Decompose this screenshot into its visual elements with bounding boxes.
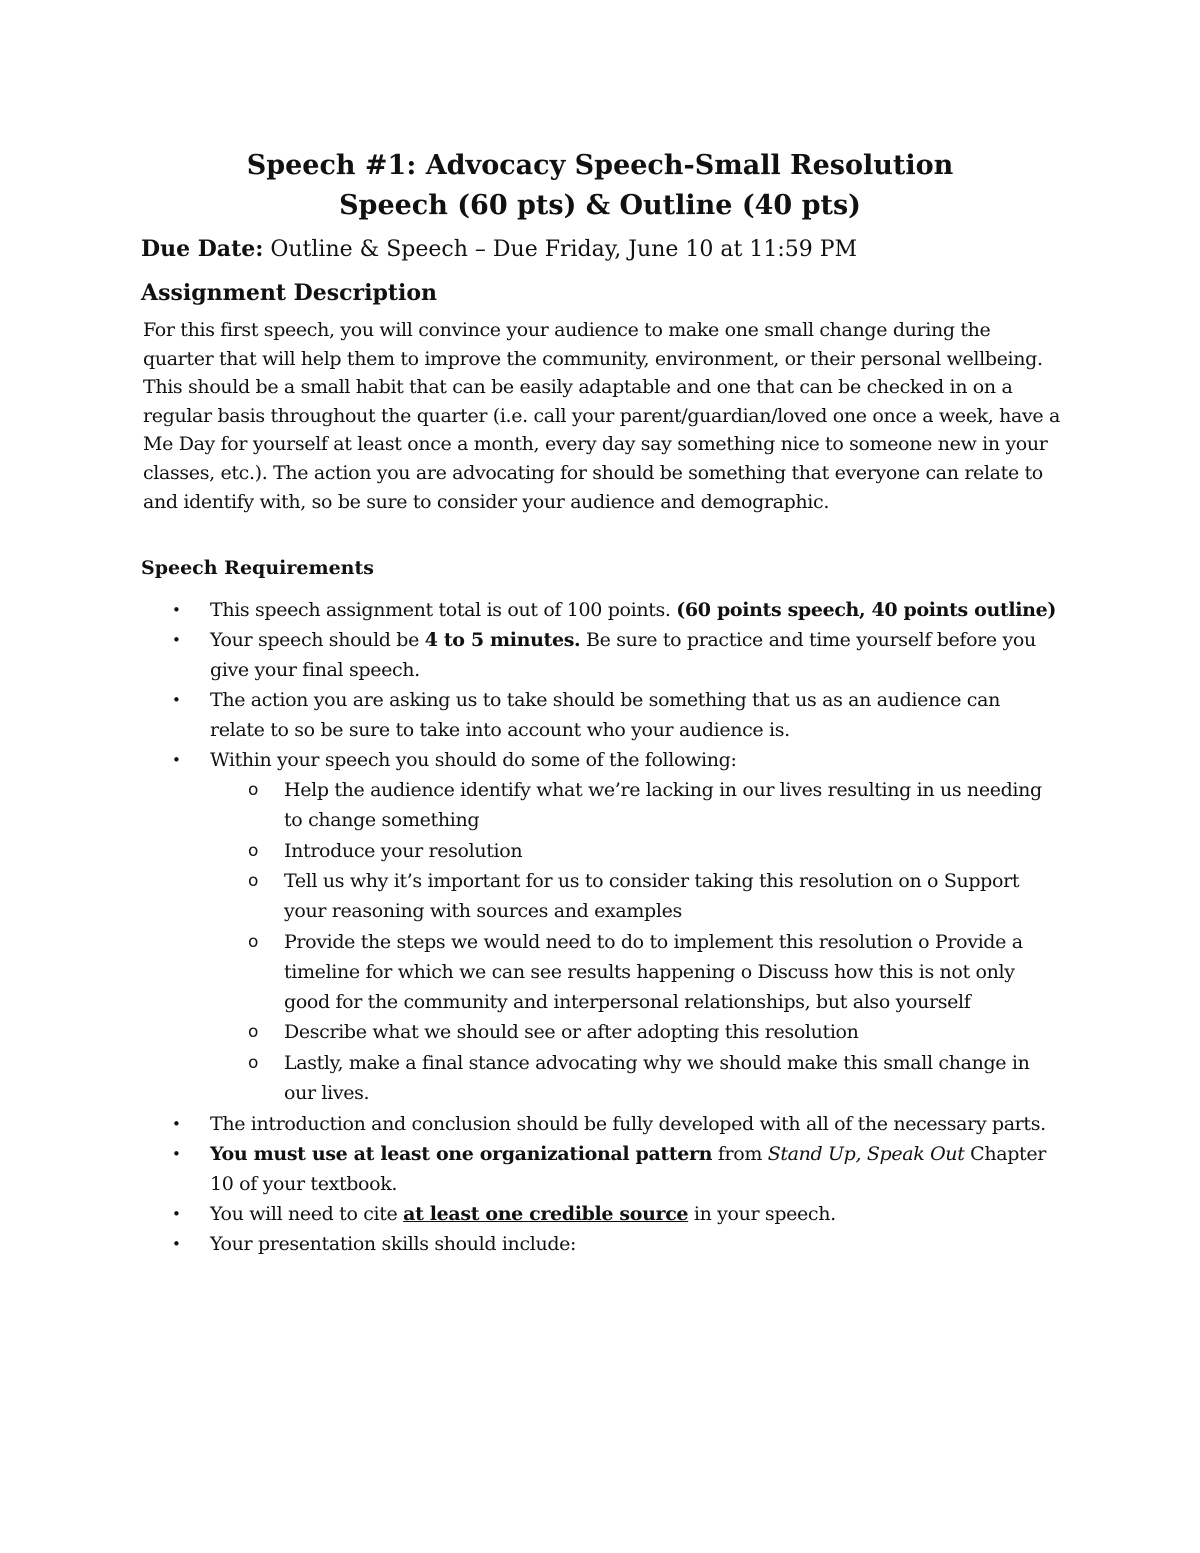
requirement-item bbox=[0, 1140, 1060, 1199]
requirement-item bbox=[0, 1200, 1060, 1230]
requirement-text: Chapter 10 of your textbook. bbox=[210, 1143, 1046, 1195]
sub-requirement-text: Describe what we should see or after adopting this resolution bbox=[284, 1021, 859, 1044]
speech-requirements-heading: Speech Requirements bbox=[141, 557, 374, 579]
sub-requirement-text: Tell us why it’s important for us to consider taking this resolution on o Support your reasoning with sources and examples bbox=[284, 870, 1020, 923]
page-subtitle: Speech (60 pts) & Outline (40 pts) bbox=[339, 190, 861, 221]
circle-bullet-icon: o bbox=[248, 779, 259, 800]
requirement-text: The introduction and conclusion should be fully developed with all of the necessary parts. bbox=[210, 1112, 1046, 1135]
requirement-text: The action you are asking us to take should be something that us as an audience can relate to so be sure to take into account who your audience is. bbox=[210, 689, 1000, 741]
requirement-text: Your speech should be bbox=[210, 629, 425, 652]
requirement-underlined-text: at least one credible source bbox=[403, 1203, 689, 1226]
requirement-bold-text: (60 points speech, 40 points outline) bbox=[676, 599, 1056, 621]
circle-bullet-icon: o bbox=[248, 931, 259, 952]
sub-requirement-item bbox=[210, 1018, 1064, 1048]
bullet-icon: • bbox=[172, 691, 181, 710]
due-date-text: Outline & Speech – Due Friday, June 10 at 11:59 PM bbox=[263, 237, 858, 262]
due-date-line bbox=[141, 232, 857, 267]
sub-requirement-item bbox=[210, 928, 1064, 1017]
circle-bullet-icon: o bbox=[248, 840, 259, 861]
assignment-description-paragraph: For this first speech, you will convince your audience to make one small change during the quarter that will help them to improve the community, environment, or their personal wellbeing. This should be a small habit that can be easily adaptable and one that can be checked in on a regular basis throughout the quarter (i.e. call your parent/guardian/loved one once a week, have a Me Day for yourself at least once a month, every day say something nice to someone new in your classes, etc.). The action you are advocating for should be something that everyone can relate to and identify with, so be sure to consider your audience and demographic. bbox=[143, 319, 1060, 513]
sub-requirement-item bbox=[210, 837, 1064, 867]
requirement-item bbox=[0, 626, 1060, 685]
sub-requirement-text: Provide the steps we would need to do to implement this resolution o Provide a timeline for which we can see results happening o Discuss how this is not only good for the community and interpersonal relationships, but also yourself bbox=[284, 930, 1023, 1013]
requirement-text: You will need to cite bbox=[210, 1203, 404, 1226]
bullet-icon: • bbox=[172, 751, 181, 770]
sub-requirement-text: Lastly, make a final stance advocating why we should make this small change in our lives. bbox=[284, 1052, 1030, 1104]
requirement-item bbox=[0, 1110, 1060, 1140]
requirement-item bbox=[0, 1230, 1060, 1260]
requirement-bold-text: 4 to 5 minutes. bbox=[424, 629, 581, 652]
requirement-item bbox=[0, 686, 1060, 745]
requirement-text: Your presentation skills should include: bbox=[210, 1233, 577, 1256]
bullet-icon: • bbox=[172, 1145, 181, 1164]
requirement-text: in your speech. bbox=[688, 1203, 836, 1226]
bullet-icon: • bbox=[172, 631, 181, 650]
textbook-title: Stand Up, Speak Out bbox=[767, 1143, 965, 1166]
sub-requirement-item bbox=[210, 867, 1064, 927]
requirement-text: Within your speech you should do some of the following: bbox=[210, 749, 737, 772]
requirement-text: Be sure to practice and time yourself before you give your final speech. bbox=[210, 629, 1036, 681]
bullet-icon: • bbox=[172, 1235, 181, 1254]
circle-bullet-icon: o bbox=[248, 1022, 259, 1043]
requirement-text: This speech assignment total is out of 100 points. bbox=[210, 599, 677, 621]
sub-requirement-text: Help the audience identify what we’re lacking in our lives resulting in us needing to change something bbox=[284, 778, 1042, 831]
sub-requirement-text: Introduce your resolution bbox=[284, 839, 523, 862]
sub-requirement-item bbox=[210, 1049, 1064, 1109]
sub-requirement-item bbox=[210, 776, 1064, 836]
bullet-icon: • bbox=[172, 1205, 181, 1224]
page-title: Speech #1: Advocacy Speech-Small Resolution bbox=[246, 150, 954, 181]
requirement-bold-text: You must use at least one organizational pattern bbox=[210, 1143, 713, 1166]
requirement-item bbox=[0, 596, 1060, 626]
requirement-item bbox=[0, 746, 1060, 1108]
due-date-label: Due Date: bbox=[141, 236, 264, 262]
sub-requirements-list bbox=[210, 776, 1060, 1109]
bullet-icon: • bbox=[172, 601, 181, 619]
circle-bullet-icon: o bbox=[248, 871, 259, 892]
bullet-icon: • bbox=[172, 1114, 181, 1133]
requirements-list bbox=[0, 596, 1200, 1261]
circle-bullet-icon: o bbox=[248, 1053, 259, 1074]
assignment-description-heading: Assignment Description bbox=[141, 280, 438, 306]
requirement-text: from bbox=[712, 1143, 768, 1166]
